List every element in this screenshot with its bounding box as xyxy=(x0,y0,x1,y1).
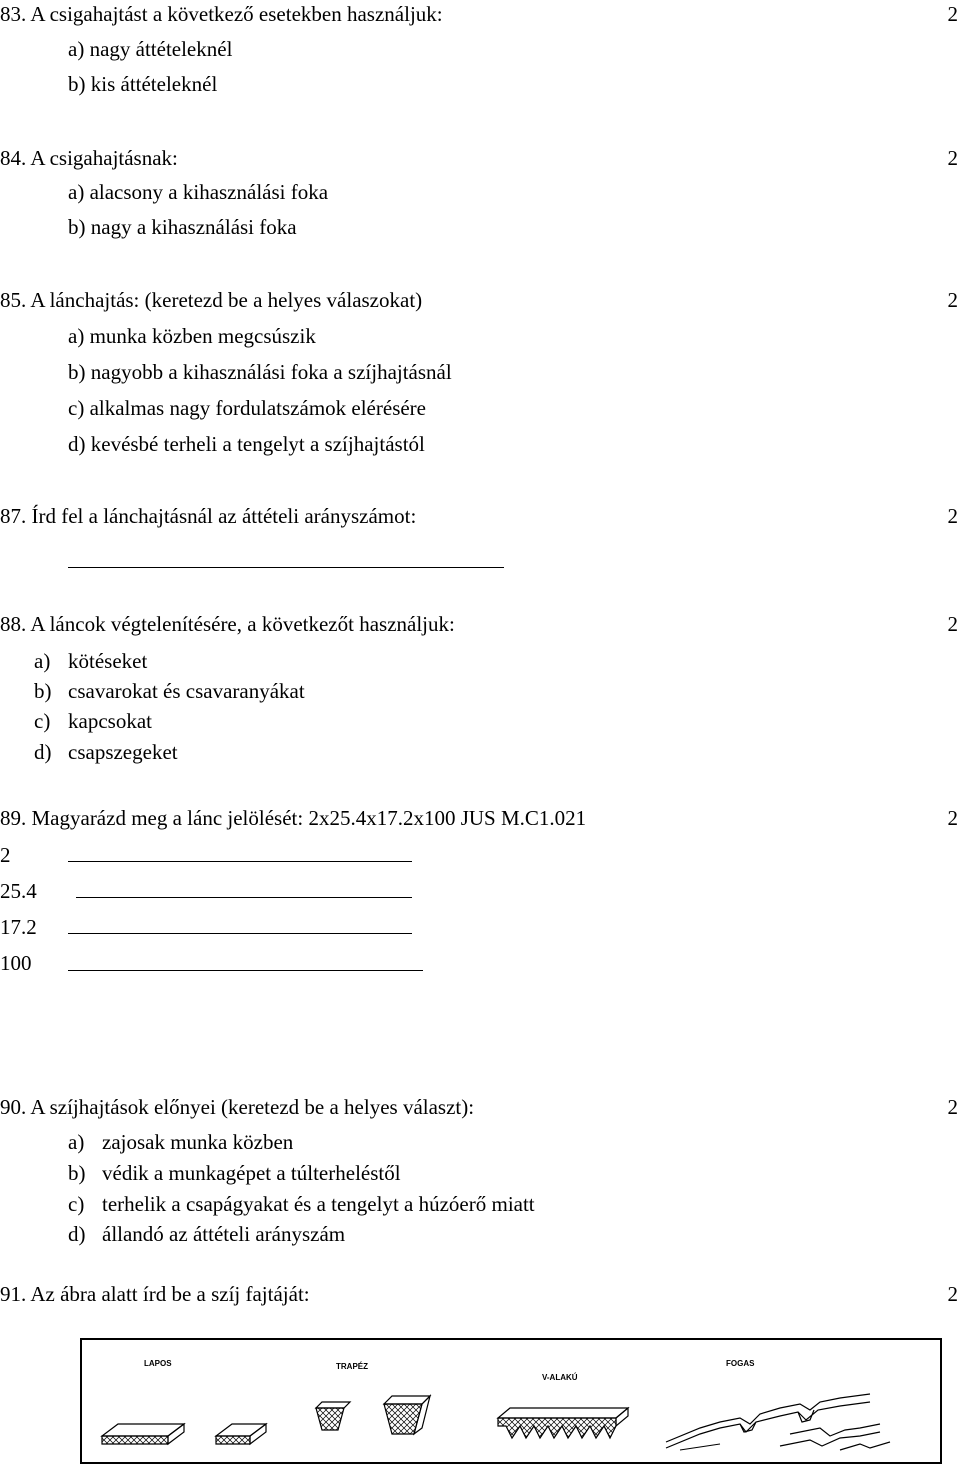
option-letter: b) xyxy=(34,679,52,703)
question-87-title xyxy=(0,504,416,528)
option-a xyxy=(34,649,148,673)
label-fogas: FOGAS xyxy=(726,1359,755,1368)
question-text: Írd fel a lánchajtásnál az áttételi arányszámot: xyxy=(31,504,417,528)
option-a: a) munka közben megcsúszik xyxy=(68,324,316,348)
option-c xyxy=(68,1192,535,1216)
option-text: zajosak munka közben xyxy=(102,1130,294,1154)
option-b: b) nagy a kihasználási foka xyxy=(68,215,297,239)
belt-types-illustration xyxy=(80,1338,942,1464)
question-text: Magyarázd meg a lánc jelölését: 2x25.4x17.2x100 JUS M.C1.021 xyxy=(31,806,587,830)
v-ribbed-belt-drawing xyxy=(498,1408,628,1438)
option-c xyxy=(34,709,152,733)
question-88-title xyxy=(0,612,455,636)
option-letter: d) xyxy=(34,740,52,764)
answer-label: 25.4 xyxy=(0,879,37,903)
option-b: b) nagyobb a kihasználási foka a szíjhajtásnál xyxy=(68,360,452,384)
figure-frame xyxy=(81,1339,941,1463)
label-trapez: TRAPÉZ xyxy=(336,1362,368,1371)
question-text: A szíjhajtások előnyei (keretezd be a helyes választ): xyxy=(30,1095,475,1119)
question-91-title xyxy=(0,1282,310,1306)
question-85-title xyxy=(0,288,422,312)
option-text: védik a munkagépet a túlterheléstől xyxy=(102,1161,401,1185)
option-text: terhelik a csapágyakat és a tengelyt a húzóerő miatt xyxy=(102,1192,535,1216)
question-number: 89. xyxy=(0,806,27,830)
option-b xyxy=(68,1161,401,1185)
option-d: d) kevésbé terheli a tengelyt a szíjhajtástól xyxy=(68,432,425,456)
option-letter: b) xyxy=(68,1161,86,1185)
option-text: kapcsokat xyxy=(68,709,152,733)
answer-blank[interactable] xyxy=(68,970,423,971)
question-number: 84. xyxy=(0,146,27,170)
question-text: A láncok végtelenítésére, a következőt használjuk: xyxy=(30,612,455,636)
option-a: a) alacsony a kihasználási foka xyxy=(68,180,329,204)
question-number: 90. xyxy=(0,1095,27,1119)
option-text: csapszegeket xyxy=(68,740,178,764)
points-value: 2 xyxy=(947,1095,958,1119)
question-number: 87. xyxy=(0,504,27,528)
answer-blank[interactable] xyxy=(76,897,412,898)
answer-blank[interactable] xyxy=(68,567,504,568)
points-value: 2 xyxy=(947,612,958,636)
label-v-alaku: V-ALAKÚ xyxy=(542,1373,578,1382)
option-letter: c) xyxy=(34,709,51,733)
option-text: kötéseket xyxy=(68,649,148,673)
answer-blank[interactable] xyxy=(68,933,412,934)
question-84-title xyxy=(0,146,178,170)
option-text: csavarokat és csavaranyákat xyxy=(68,679,305,703)
label-lapos: LAPOS xyxy=(144,1359,172,1368)
question-83-title xyxy=(0,2,443,26)
option-d xyxy=(68,1222,346,1246)
answer-blank[interactable] xyxy=(68,861,412,862)
points-value: 2 xyxy=(947,2,958,26)
points-value: 2 xyxy=(947,1282,958,1306)
answer-label: 2 xyxy=(0,843,11,867)
option-a xyxy=(68,1130,294,1154)
option-b: b) kis áttételeknél xyxy=(68,72,218,96)
question-text: A csigahajtásnak: xyxy=(30,146,178,170)
question-text: A lánchajtás: (keretezd be a helyes válaszokat) xyxy=(30,288,423,312)
question-90-title xyxy=(0,1095,474,1119)
points-value: 2 xyxy=(947,806,958,830)
option-letter: a) xyxy=(34,649,51,673)
points-value: 2 xyxy=(947,288,958,312)
option-c: c) alkalmas nagy fordulatszámok elérésére xyxy=(68,396,426,420)
flat-belt-drawing xyxy=(102,1424,266,1444)
option-b xyxy=(34,679,305,703)
question-text: Az ábra alatt írd be a szíj fajtáját: xyxy=(30,1282,310,1306)
option-text: állandó az áttételi arányszám xyxy=(102,1222,346,1246)
points-value: 2 xyxy=(947,146,958,170)
question-number: 85. xyxy=(0,288,27,312)
question-89-title xyxy=(0,806,586,830)
question-number: 88. xyxy=(0,612,27,636)
points-value: 2 xyxy=(947,504,958,528)
option-a: a) nagy áttételeknél xyxy=(68,37,233,61)
answer-label: 17.2 xyxy=(0,915,37,939)
option-letter: c) xyxy=(68,1192,85,1216)
option-letter: d) xyxy=(68,1222,86,1246)
answer-label: 100 xyxy=(0,951,32,975)
option-letter: a) xyxy=(68,1130,85,1154)
option-d xyxy=(34,740,178,764)
question-text: A csigahajtást a következő esetekben használjuk: xyxy=(30,2,443,26)
question-number: 91. xyxy=(0,1282,27,1306)
toothed-belt-drawing xyxy=(666,1394,890,1450)
trapezoid-belt-drawing xyxy=(316,1396,430,1434)
belt-types-figure xyxy=(80,1338,942,1464)
question-number: 83. xyxy=(0,2,27,26)
